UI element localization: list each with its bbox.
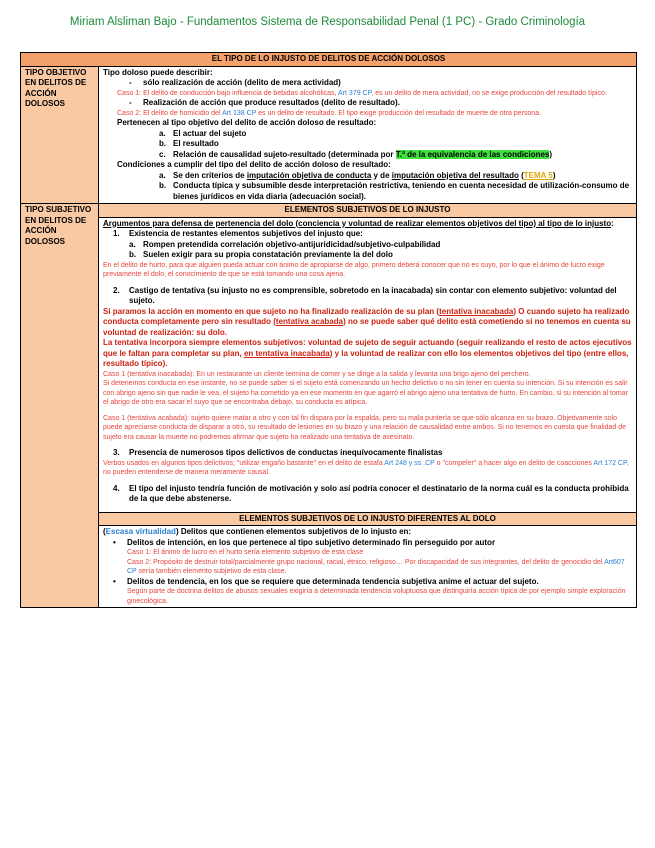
obj-case-2: Caso 2: El delito de homicidio del Art 138 CP es un delito de resultado. El tipo exige producción del resultado de muerte de otra persona.: [117, 109, 542, 117]
obj-case-1: Caso 1: El delito de conducción bajo influencia de bebidas alcohólicas, Art 379 CP, es un delito de mera actividad, no se exige producción del resultado típico.: [117, 89, 607, 97]
obj-cond-a: a. Se den criterios de imputación objetiva de conducta y de imputación objetiva del resultado (TEMA 5): [159, 170, 556, 180]
objective-content: [99, 66, 637, 204]
subj-n1: 1. Existencia de restantes elementos subjetivos del injusto que:: [113, 229, 363, 238]
subj-d1-case1: Caso 1: El ánimo de lucro en el hurto sería elemento subjetivo de esta clase: [127, 549, 364, 556]
objective-row: [21, 66, 637, 204]
obj-item-2: - Realización de acción que produce resultados (delito de resultado).: [129, 98, 400, 107]
subj-n2-red2: La tentativa incorpora siempre elementos subjetivos: voluntad de sujeto de seguir actuando (seguir realizando el resto de actos ejecutivos que le faltan para completar su plan, en tentativa inacabada) y la voluntad de realizar con ello los elementos objetivos del tipo (entre ellos, resultado típico).: [103, 338, 632, 368]
subj-n1b: b. Suelen exigir para su propia constatación previamente la del dolo: [129, 250, 393, 259]
table-title-row: [21, 53, 637, 67]
objective-label: TIPO OBJETIVO EN DELITOS DE ACCIÓN DOLOSOS: [21, 66, 99, 204]
subjective-head-2: ELEMENTOS SUBJETIVOS DE LO INJUSTO DIFERENTES AL DOLO: [99, 512, 637, 526]
subj-n3-red: Verbos usados en algunos tipos delictivos; "utilizar engaño bastante" en el delito de estafa Art 248 y ss .CP o "compeler" a hacer algo en delito de coacciones Art 172 CP, no pueden entenderse de manera meramente causal.: [103, 459, 629, 476]
subjective-head-row: [21, 204, 637, 218]
subj-n2-red1: Si paramos la acción en momento en que sujeto no ha finalizado realización de su plan (tentativa inacabada) O cuando sujeto ha realizado conducta completamente pero sin resultado (tentativa acabada) no se puede saber qué delito está cometiendo si no tenemos en cuenta su voluntad de realización: su dolo.: [103, 306, 631, 337]
subj-d2: • Delitos de tendencia, en los que se requiere que determinada tendencia subjetiva anime el actuar del sujeto.: [113, 576, 539, 586]
obj-sub-b: b. El resultado: [159, 139, 219, 148]
subj-case-1b: Si detenemos conducta en ese instante, no se puede saber si el sujeto está comenzando un hecho delictivo o no sin tener en cuenta su intención. Si su intención es salir con abrigo ajeno sin que nadie le vea, el sujeto ha cometido ya en ese momento en que agarró el abrigo ajeno una tentativa de hurto. En cambio, si su intención al tomar el abrigo de otro era sacar el suyo que se encontraba debajo, su conducta es atípica.: [103, 380, 628, 406]
obj-cond-b: b. Conducta típica y subsumible desde interpretación restrictiva, teniendo en cuenta necesidad de utilización-consumo de bienes jurídicos en vida diaria (adecuación social).: [159, 181, 630, 201]
subjective-head2-row: [21, 512, 637, 526]
subjective-content: [99, 217, 637, 512]
subjective-extra-row: [21, 526, 637, 608]
subj-n2: 2. Castigo de tentativa (su injusto no es comprensible, sobretodo en la inacabada) sin contar con elemento subjetivo: voluntad del sujeto.: [113, 285, 617, 305]
obj-item-1: - sólo realización de acción (delito de mera actividad): [129, 78, 341, 87]
subjective-extra-content: [99, 526, 637, 608]
subjective-label: TIPO SUBJETIVO EN DELITOS DE ACCIÓN DOLOSOS: [21, 204, 99, 608]
subjective-content-row: [21, 217, 637, 512]
obj-sub-c: c. Relación de causalidad sujeto-resultado (determinada por T.ª de la equivalencia de las condiciones): [159, 149, 553, 159]
obj-intro: Tipo doloso puede describir:: [103, 67, 213, 77]
subj-n4: 4. El tipo del injusto tendría función de motivación y solo así podría conocer el destinatario de la norma cuál es la conducta prohibida de la que debe abstenerse.: [113, 483, 629, 503]
subj-d2-red: Según parte de doctrina delitos de abusos sexuales exigiría a determinada tendencia voluptuosa que distinguiría acción típica de por ejemplo simple exploración ginecológica.: [127, 588, 626, 605]
table-title: EL TIPO DE LO INJUSTO DE DELITOS DE ACCIÓN DOLOSOS: [21, 53, 637, 67]
subj-escasa: (Escasa virtualidad) Delitos que contienen elementos subjetivos de lo injusto en:: [103, 527, 412, 536]
subj-d1-case2: Caso 2: Propósito de destruir total/parcialmente grupo nacional, racial, étnico, religioso… Por discapacidad de sus integrantes, del delito de genocidio del Art607 CP sería también elemento subjetivo de esta clase.: [127, 558, 625, 575]
subj-n3: 3. Presencia de numerosos tipos delictivos de conductas inequívocamente finalistas: [113, 448, 443, 457]
subj-arg: Argumentos para defensa de pertenencia del dolo (conciencia y voluntad de realizar elementos objetivos del tipo) al tipo de lo injusto:: [103, 218, 614, 228]
subj-n1a: a. Rompen pretendida correlación objetivo-antijuridicidad/subjetivo-culpabilidad: [129, 239, 441, 249]
subj-case-1: Caso 1 (tentativa inacabada): En un restaurante un cliente termina de comer y se dirige a la salida y levanta una brigo ajeno del perchero.: [103, 370, 531, 378]
subj-n1-red: En el delito de hurto, para que alguien pueda actuar con ánimo de apropiarse de algo, primero deberá conocer que no es suyo, por lo que el ánimo de lucro exige previamente el dolo, el conocimiento de que se está tomando una cosa ajena.: [103, 261, 605, 278]
obj-pertenecen: Pertenecen al tipo objetivo del delito de acción doloso de resultado:: [117, 118, 377, 127]
content-table: [20, 52, 637, 608]
obj-condiciones: Condiciones a cumplir del tipo del delito de acción doloso de resultado:: [117, 160, 391, 169]
subj-case-2: Caso 1 (tentativa acabada): sujeto quiere matar a otro y con tal fin dispara por la espalda, pero su mala puntería se que sólo alcanza en su brazo. Objetivamente solo puede apreciarse conducta de disparar a otro, su resultado de lesiones en su brazo y una relación de causalidad entre ambos. Si no tenemos en cuesta que finalidad de sujeto era causar la muerte no podremos afirmar que sujeto ha realizado una tentativa de asesinato.: [103, 414, 627, 441]
subj-d1: • Delitos de intención, en los que pertenece al tipo subjetivo determinado fin perseguido por autor: [113, 537, 496, 547]
subjective-head-1: ELEMENTOS SUBJETIVOS DE LO INJUSTO: [99, 204, 637, 218]
obj-sub-a: a. El actuar del sujeto: [159, 128, 247, 138]
document-header: Miriam Alsliman Bajo - Fundamentos Sistema de Responsabilidad Penal (1 PC) - Grado Criminología: [69, 16, 586, 28]
